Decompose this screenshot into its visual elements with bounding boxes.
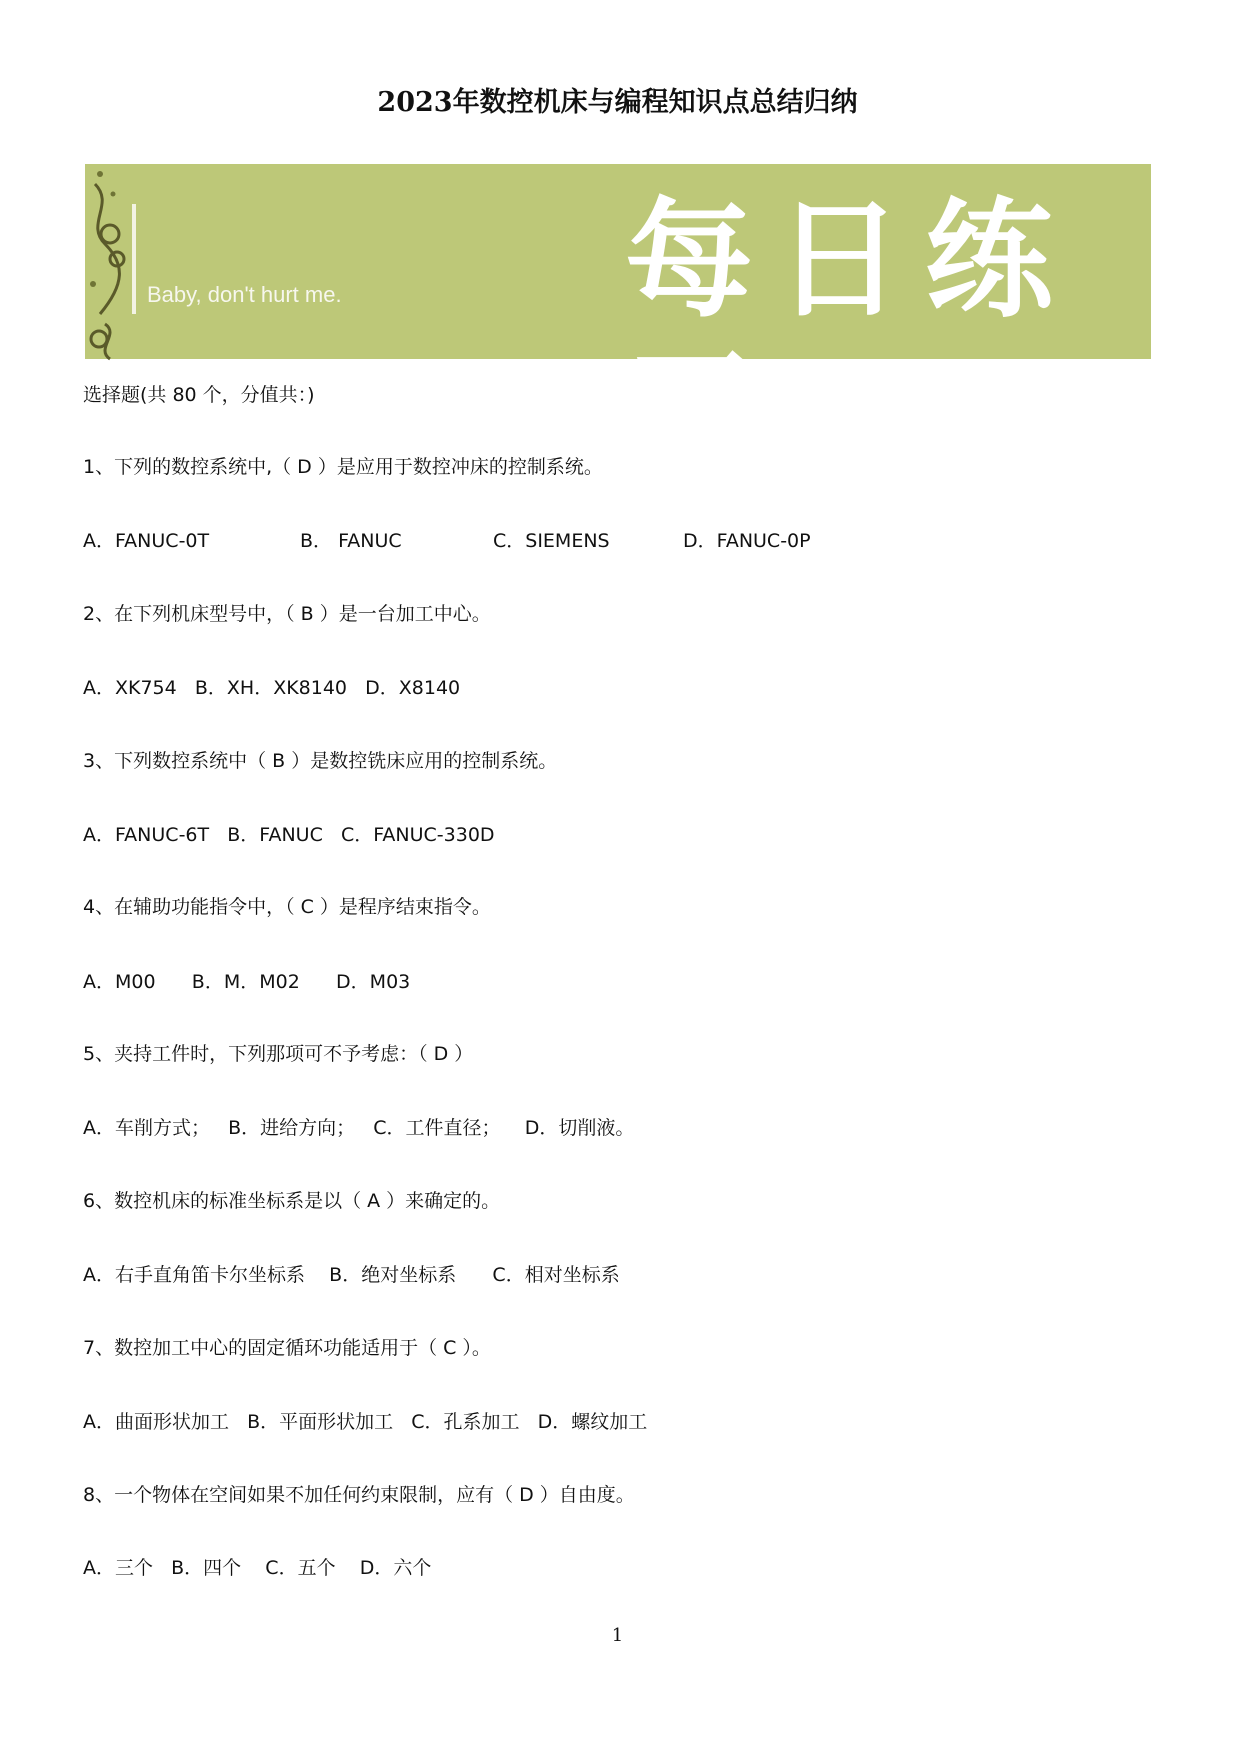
document-title: 2023年数控机床与编程知识点总结归纳 xyxy=(377,87,858,118)
q7-options: A．曲面形状加工 B．平面形状加工 C．孔系加工 D．螺纹加工 xyxy=(83,1411,648,1433)
q2-options: A．XK754 B．XH．XK8140 D．X8140 xyxy=(83,677,461,699)
q3-options: A．FANUC-6T B．FANUC C．FANUC-330D xyxy=(83,824,495,846)
page-number: 1 xyxy=(611,1625,624,1646)
question-2: 2、在下列机床型号中，（ B ）是一台加工中心。 xyxy=(83,603,491,625)
banner-tagline: Baby, don't hurt me. xyxy=(147,282,342,307)
q5-options: A．车削方式； B．进给方向； C．工件直径； D．切削液。 xyxy=(83,1117,635,1139)
question-8: 8、一个物体在空间如果不加任何约束限制，应有（ D ）自由度。 xyxy=(83,1484,635,1506)
question-4: 4、在辅助功能指令中，（ C ）是程序结束指令。 xyxy=(83,896,491,918)
question-6: 6、数控机床的标准坐标系是以（ A ）来确定的。 xyxy=(83,1190,501,1212)
banner-heading: 每日练习 xyxy=(625,186,1076,485)
q1-option-a: A．FANUC-0T xyxy=(83,530,210,552)
q8-options: A．三个 B．四个 C．五个 D．六个 xyxy=(83,1557,432,1579)
q6-options: A．右手直角笛卡尔坐标系 B．绝对坐标系 C．相对坐标系 xyxy=(83,1264,620,1286)
q1-option-c: C．SIEMENS xyxy=(493,530,610,552)
q4-options: A．M00 B．M．M02 D．M03 xyxy=(83,971,411,993)
question-7: 7、数控加工中心的固定循环功能适用于（ C ）。 xyxy=(83,1337,491,1359)
q1-option-d: D．FANUC-0P xyxy=(683,530,811,552)
vine-decoration-icon xyxy=(85,164,205,359)
intro-text: 选择题(共 80 个，分值共：) xyxy=(83,384,315,406)
question-1: 1、下列的数控系统中,（ D ）是应用于数控冲床的控制系统。 xyxy=(83,456,603,478)
banner-divider xyxy=(132,204,136,314)
q1-option-b: B． FANUC xyxy=(300,530,402,552)
question-5: 5、夹持工件时，下列那项可不予考虑：（ D ） xyxy=(83,1043,474,1065)
question-3: 3、下列数控系统中（ B ）是数控铣床应用的控制系统。 xyxy=(83,750,558,772)
